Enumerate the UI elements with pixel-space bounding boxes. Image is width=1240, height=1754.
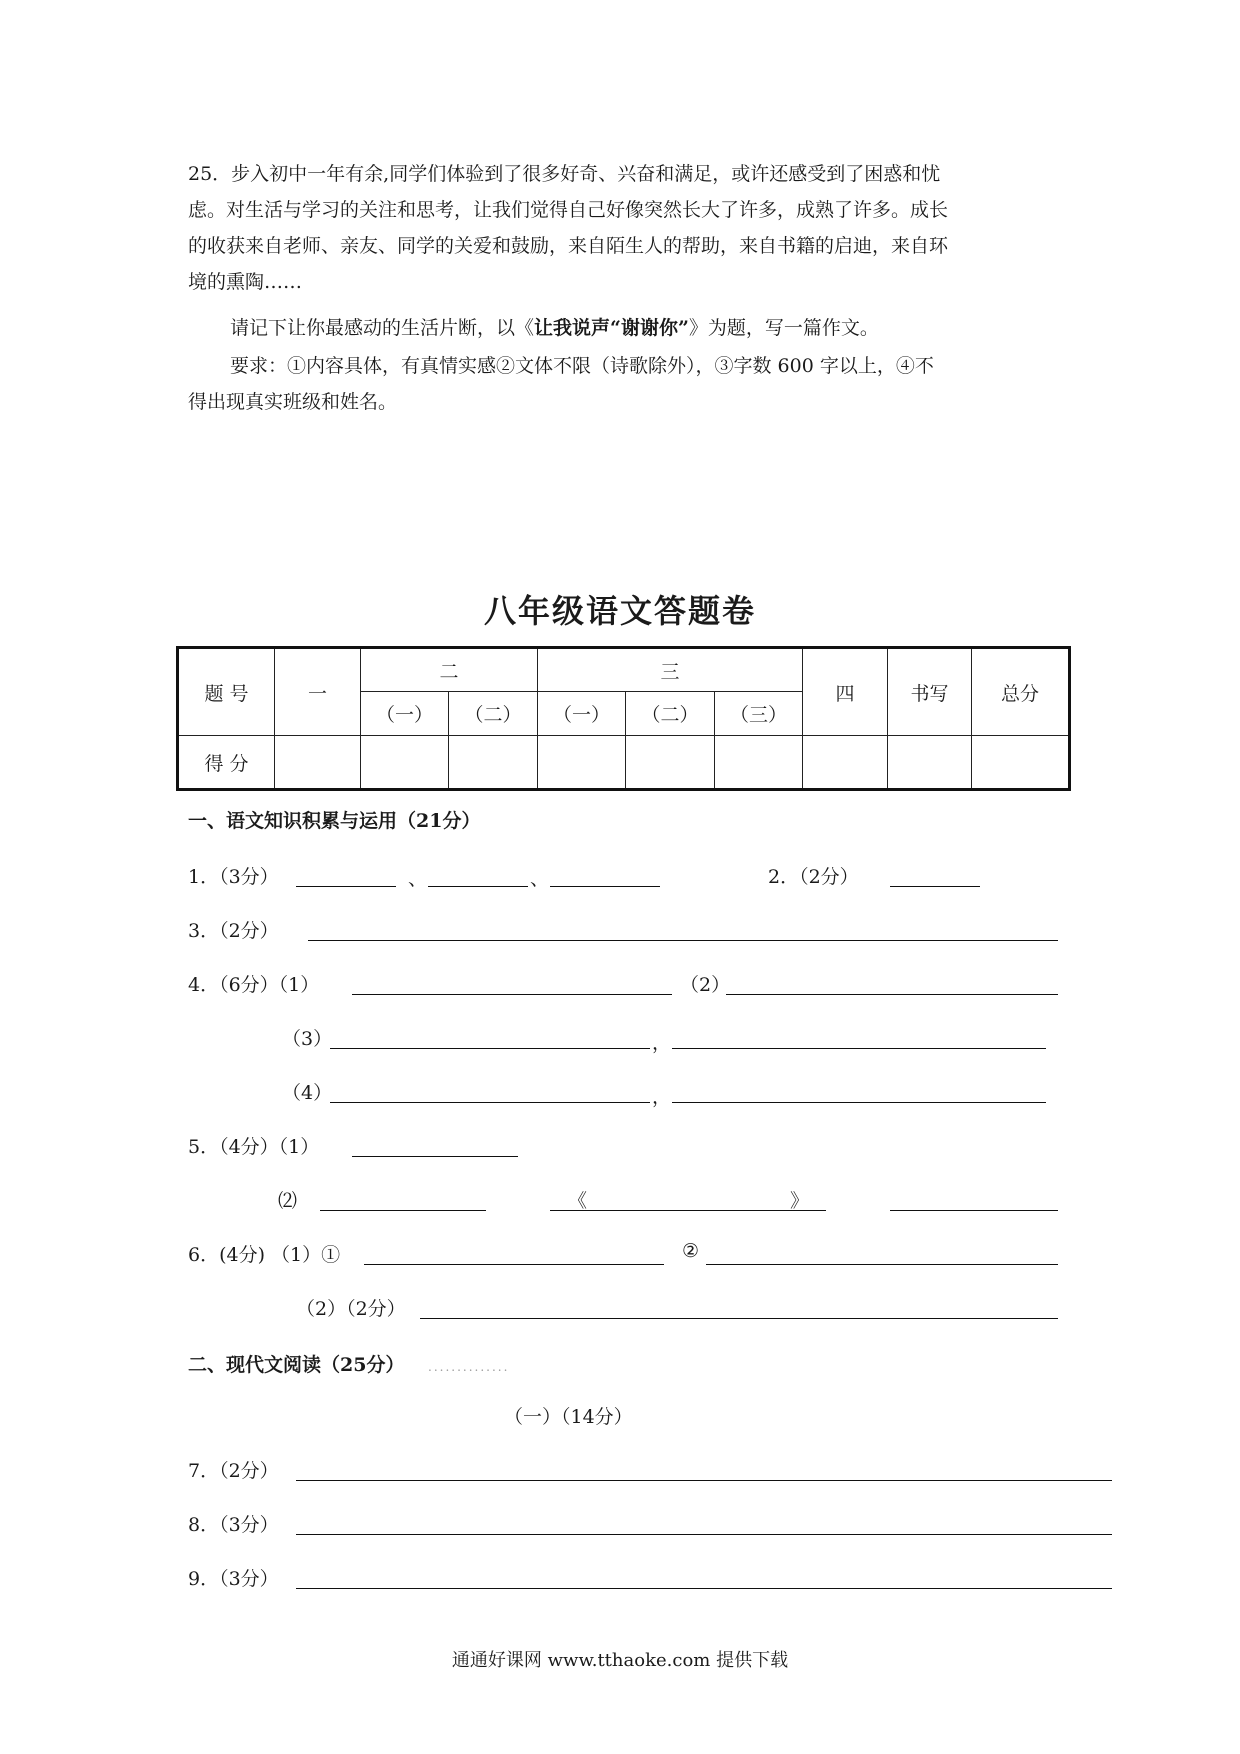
header-part-one: 一 <box>275 648 361 736</box>
essay-prompt <box>230 310 879 346</box>
q5-blank-2a[interactable] <box>320 1210 486 1211</box>
q1-separator-1: 、 <box>408 868 428 890</box>
q6-label: 6．(4分) （1）① <box>188 1244 341 1266</box>
essay-line-3: 的收获来自老师、亲友、同学的关爱和鼓励，来自陌生人的帮助，来自书籍的启迪，来自环 <box>188 235 949 257</box>
section-2-dots: .............. <box>428 1360 510 1374</box>
score-cell-two-a[interactable] <box>361 736 449 790</box>
header-sub-three-a: （一） <box>538 692 626 736</box>
q4-label: 4．（6分）（1） <box>188 974 320 996</box>
row-defen: 得 分 <box>178 736 275 790</box>
q1-separator-2: 、 <box>530 868 550 890</box>
q9-label: 9．（3分） <box>188 1568 279 1590</box>
essay-line-2: 虑。对生活与学习的关注和思考，让我们觉得自己好像突然长大了许多，成熟了许多。成长 <box>188 199 949 221</box>
q3-blank[interactable] <box>308 940 1058 941</box>
section-2-sub-1-title: （一）（14分） <box>504 1406 633 1428</box>
q6-sub-2-label: （2）（2分） <box>296 1298 406 1320</box>
essay-requirements-1: 要求：①内容具体，有真情实感②文体不限（诗歌除外），③字数 600 字以上，④不 <box>230 355 934 377</box>
q4-sub-3-label: （3） <box>282 1028 333 1050</box>
essay-requirements-2: 得出现真实班级和姓名。 <box>188 391 398 413</box>
essay-prompt-post: 》为题，写一篇作文。 <box>688 317 879 339</box>
q5-blank-1[interactable] <box>352 1156 518 1157</box>
header-sub-three-c: （三） <box>715 692 803 736</box>
header-total: 总分 <box>972 648 1070 736</box>
score-cell-total[interactable] <box>972 736 1070 790</box>
q6-circle-2-label: ② <box>682 1240 700 1262</box>
essay-prompt-pre: 请记下让你最感动的生活片断，以《 <box>230 317 535 339</box>
q4-blank-4b[interactable] <box>672 1102 1046 1103</box>
header-sub-three-b: （二） <box>626 692 715 736</box>
essay-line-1: 25．步入初中一年有余,同学们体验到了很多好奇、兴奋和满足，或许还感受到了困惑和忧 <box>188 163 941 185</box>
q5-blank-2c[interactable] <box>890 1210 1058 1211</box>
header-part-two: 二 <box>361 648 538 692</box>
header-part-four: 四 <box>803 648 888 736</box>
q4-blank-3b[interactable] <box>672 1048 1046 1049</box>
header-tihao: 题 号 <box>178 648 275 736</box>
score-cell-three-c[interactable] <box>715 736 803 790</box>
q1-blank-1[interactable] <box>296 886 396 887</box>
q7-blank[interactable] <box>296 1480 1112 1481</box>
q1-blank-3[interactable] <box>550 886 660 887</box>
score-cell-three-a[interactable] <box>538 736 626 790</box>
q4-blank-1[interactable] <box>352 994 672 995</box>
section-2-title: 二、现代文阅读（25分） <box>188 1354 405 1376</box>
header-part-three: 三 <box>538 648 803 692</box>
score-cell-four[interactable] <box>803 736 888 790</box>
q6-blank-3[interactable] <box>420 1318 1058 1319</box>
q5-blank-2b[interactable] <box>550 1210 826 1211</box>
answer-sheet-title: 八年级语文答题卷 <box>483 592 756 630</box>
score-cell-three-b[interactable] <box>626 736 715 790</box>
q8-label: 8．（3分） <box>188 1514 279 1536</box>
q4-blank-3a[interactable] <box>330 1048 650 1049</box>
score-table <box>176 646 1071 791</box>
q4-blank-2[interactable] <box>726 994 1058 995</box>
q7-label: 7．（2分） <box>188 1460 279 1482</box>
q1-label: 1．（3分） <box>188 866 279 888</box>
footer-download-note: 通通好课网 www.tthaoke.com 提供下载 <box>451 1650 789 1671</box>
q5-book-close: 》 <box>790 1190 810 1212</box>
q8-blank[interactable] <box>296 1534 1112 1535</box>
header-sub-two-a: （一） <box>361 692 449 736</box>
q9-blank[interactable] <box>296 1588 1112 1589</box>
score-cell-two-b[interactable] <box>449 736 538 790</box>
q5-sub-2-label: ⑵ <box>278 1190 298 1212</box>
q4-sub-3-separator: ， <box>652 1032 672 1054</box>
q4-sub-4-label: （4） <box>282 1082 333 1104</box>
q5-book-open: 《 <box>568 1190 588 1212</box>
header-sub-two-b: （二） <box>449 692 538 736</box>
q4-blank-4a[interactable] <box>330 1102 650 1103</box>
q2-blank[interactable] <box>890 886 980 887</box>
q5-label: 5．（4分）（1） <box>188 1136 320 1158</box>
q6-blank-2[interactable] <box>706 1264 1058 1265</box>
score-cell-writing[interactable] <box>888 736 972 790</box>
section-1-title: 一、语文知识积累与运用（21分） <box>188 810 481 832</box>
q3-label: 3．（2分） <box>188 920 279 942</box>
q6-blank-1[interactable] <box>364 1264 664 1265</box>
q4-sub-2-label: （2） <box>680 974 731 996</box>
q2-label: 2．（2分） <box>768 866 859 888</box>
header-writing: 书写 <box>888 648 972 736</box>
essay-line-4: 境的熏陶…… <box>188 271 303 293</box>
score-cell-one[interactable] <box>275 736 361 790</box>
q1-blank-2[interactable] <box>428 886 528 887</box>
essay-title: 让我说声“谢谢你” <box>534 317 689 339</box>
q4-sub-4-separator: ， <box>652 1086 672 1108</box>
